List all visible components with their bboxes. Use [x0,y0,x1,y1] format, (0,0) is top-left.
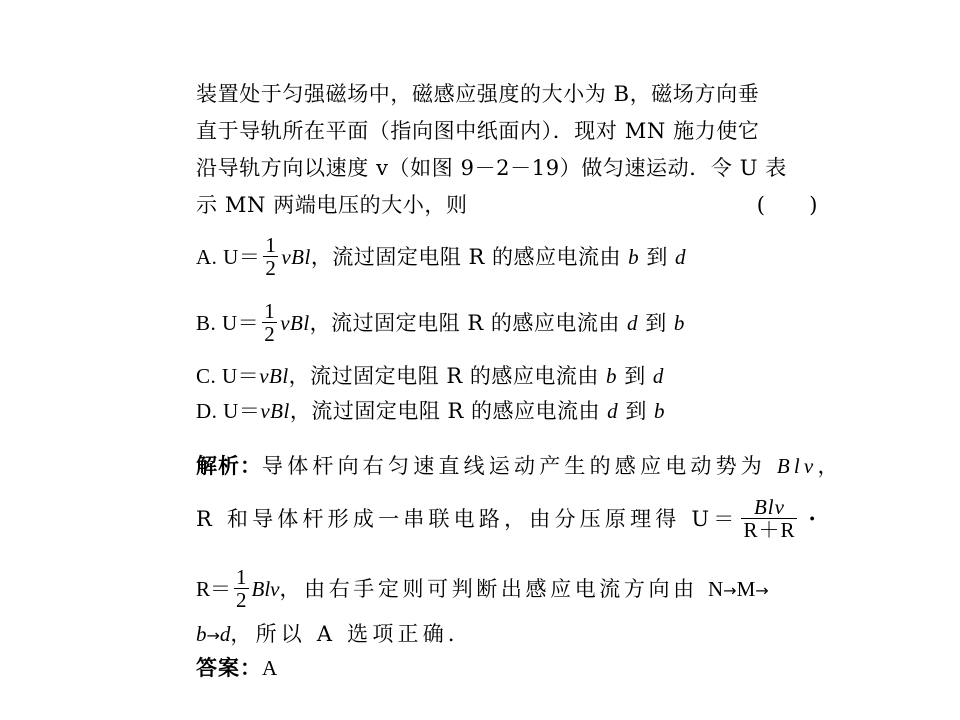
option-c-to-word: 到 [617,364,653,388]
option-b-label: B. U＝ [196,311,260,335]
path-node-d: d [219,622,231,646]
question-line-3: 沿导轨方向以速度 v（如图 9－2－19）做匀速运动．令 U 表 [196,156,787,180]
fraction-denominator: R＋R [743,518,796,542]
option-a-label: A. U＝ [196,245,261,269]
option-b-expr: vBl [280,311,310,335]
option-a-from: b [628,245,640,269]
analysis-line-3-fraction [234,566,249,611]
option-c-expr: vBl [259,364,289,388]
analysis-line-2-text: R 和导体杆形成一串联电路，由分压原理得 U＝ [196,507,739,531]
path-node-b: b [196,622,207,646]
option-a [196,233,687,281]
option-c [196,360,664,392]
analysis-line-3-text: ，由右手定则可判断出感应电流方向由 [279,577,708,601]
option-b-fraction [262,300,277,345]
fraction-numerator: Blv [741,496,797,519]
multiply-dot: · [808,506,820,531]
question-line-2: 直于导轨所在平面（指向图中纸面内）．现对 MN 施力使它 [196,119,760,143]
option-b-from: d [627,311,639,335]
analysis-line-1-expr: Blv [776,454,818,478]
option-a-to: d [675,245,687,269]
analysis-line-3-start: R＝ [196,577,232,601]
option-d-expr: vBl [260,399,290,423]
analysis-line-2 [196,495,820,543]
option-a-expr: vBl [281,245,311,269]
option-a-text: ，流过固定电阻 R 的感应电流由 [310,245,629,269]
analysis-line-1 [196,450,843,482]
question-line-4 [196,189,818,221]
analysis-line-2-fraction [741,496,797,541]
option-a-fraction [263,234,278,279]
option-b-text: ，流过固定电阻 R 的感应电流由 [309,311,628,335]
fraction-denominator: 2 [236,588,247,612]
right-arrow-icon: → [723,581,737,600]
answer-value: A [262,656,278,680]
option-b-to-word: 到 [638,311,674,335]
question-line-4-text: 示 MN 两端电压的大小，则 [196,193,468,217]
path-node-n: N [707,577,724,601]
analysis-line-1-text: 导体杆向右匀速直线运动产生的感应电动势为 [262,454,777,478]
fraction-denominator: 2 [265,256,277,280]
fraction-numerator: 1 [264,299,276,323]
option-b-to: b [673,311,685,335]
analysis-line-1-end: ， [817,454,843,478]
analysis-line-4 [196,618,473,652]
answer-label: 答案： [196,656,262,680]
fraction-numerator: 1 [236,565,247,589]
option-a-to-word: 到 [639,245,676,269]
option-d-from: d [607,399,619,423]
option-b [196,299,685,347]
answer-blank: ( ) [756,193,818,217]
option-d-label: D. U＝ [196,399,261,423]
right-arrow-icon: → [755,581,769,600]
option-c-to: d [652,364,664,388]
analysis-label: 解析： [196,454,262,478]
option-c-text: ，流过固定电阻 R 的感应电流由 [288,364,607,388]
analysis-line-4-text: ，所以 A 选项正确． [230,622,474,646]
option-d-to: b [654,399,666,423]
analysis-line-3 [196,565,769,613]
analysis-line-3-expr: Blv [251,577,280,601]
option-d-text: ，流过固定电阻 R 的感应电流由 [289,399,608,423]
fraction-numerator: 1 [265,233,277,257]
right-arrow-icon: → [206,626,220,645]
option-c-from: b [606,364,618,388]
option-d-to-word: 到 [618,399,655,423]
option-c-label: C. U＝ [196,364,260,388]
option-d [196,395,665,427]
path-node-m: M [736,577,756,601]
answer-line [196,652,278,684]
fraction-denominator: 2 [264,322,276,346]
question-line-1: 装置处于匀强磁场中，磁感应强度的大小为 B，磁场方向垂 [196,82,760,106]
